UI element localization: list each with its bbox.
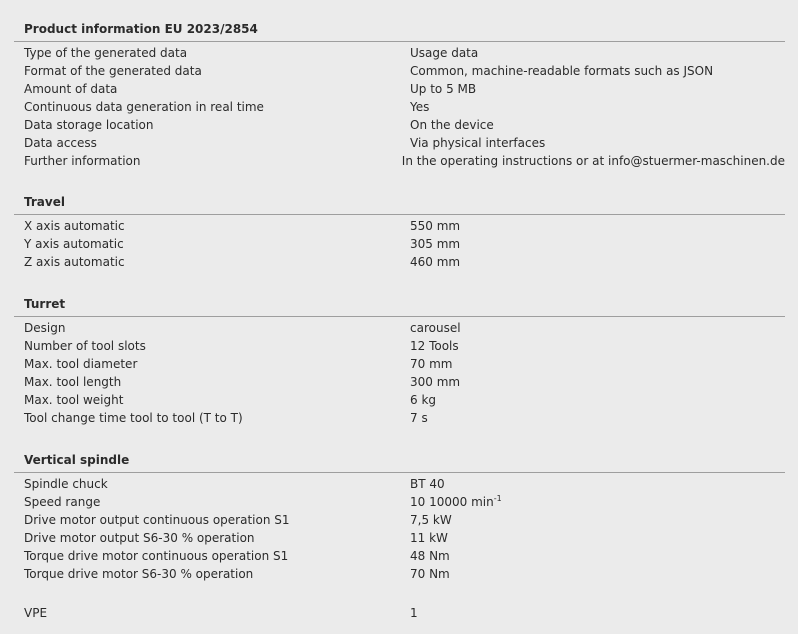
spec-value: On the device xyxy=(410,118,494,132)
spec-value: Up to 5 MB xyxy=(410,82,477,96)
spec-label: Z axis automatic xyxy=(24,255,125,269)
spec-value: 70 Nm xyxy=(410,567,450,581)
spec-value: 48 Nm xyxy=(410,549,450,563)
spec-row xyxy=(14,547,785,565)
spec-label: Spindle chuck xyxy=(24,477,108,491)
spec-row xyxy=(14,373,785,391)
rows-list xyxy=(14,317,785,427)
section-vertical-spindle xyxy=(14,449,785,583)
spec-row xyxy=(14,409,785,427)
spec-row xyxy=(14,134,785,152)
spec-value: 7,5 kW xyxy=(410,513,452,527)
spec-label: X axis automatic xyxy=(24,219,125,233)
spec-row xyxy=(14,391,785,409)
section-title: Product information EU 2023/2854 xyxy=(14,18,785,42)
spec-label: Design xyxy=(24,321,66,335)
spec-value-speed xyxy=(410,493,785,511)
section-product-information xyxy=(14,18,785,170)
spec-label: Speed range xyxy=(24,495,101,509)
spec-label: Drive motor output S6-30 % operation xyxy=(24,531,255,545)
spec-value: 300 mm xyxy=(410,375,461,389)
speed-unit-exponent: -1 xyxy=(493,494,502,503)
spec-label: Tool change time tool to tool (T to T) xyxy=(24,411,243,425)
spec-label: Max. tool weight xyxy=(24,393,124,407)
spec-label: Torque drive motor continuous operation S1 xyxy=(24,549,289,563)
spec-label: Type of the generated data xyxy=(24,46,188,60)
spec-label: Data access xyxy=(24,136,97,150)
spec-label: VPE xyxy=(24,606,48,620)
spec-row xyxy=(14,152,785,170)
spec-value: In the operating instructions or at info@stuermer-maschinen.de xyxy=(401,154,785,168)
spec-label: Number of tool slots xyxy=(24,339,146,353)
spec-row xyxy=(14,337,785,355)
spec-value: carousel xyxy=(410,321,461,335)
spec-row xyxy=(14,319,785,337)
spec-row xyxy=(14,253,785,271)
spec-label: Amount of data xyxy=(24,82,118,96)
spec-row xyxy=(14,116,785,134)
spec-label: Max. tool length xyxy=(24,375,122,389)
spec-label: Drive motor output continuous operation S1 xyxy=(24,513,290,527)
spec-row xyxy=(14,529,785,547)
spec-row xyxy=(14,355,785,373)
spec-value: Yes xyxy=(410,100,430,114)
spec-value: 7 s xyxy=(410,411,428,425)
speed-value-text: 10 10000 min xyxy=(410,495,494,509)
spec-value: 1 xyxy=(410,606,418,620)
spec-value: BT 40 xyxy=(410,477,445,491)
spec-label: Format of the generated data xyxy=(24,64,202,78)
spec-row xyxy=(14,44,785,62)
spec-value: Common, machine-readable formats such as JSON xyxy=(410,64,714,78)
section-turret xyxy=(14,293,785,427)
spec-value: 11 kW xyxy=(410,531,448,545)
spec-row xyxy=(14,475,785,493)
section-title: Turret xyxy=(14,293,785,317)
spec-row xyxy=(14,62,785,80)
spec-value: Usage data xyxy=(410,46,479,60)
section-travel xyxy=(14,191,785,271)
section-title: Travel xyxy=(14,191,785,215)
spec-row xyxy=(14,565,785,583)
spec-label: Data storage location xyxy=(24,118,154,132)
spec-value: 550 mm xyxy=(410,219,461,233)
spec-row xyxy=(14,217,785,235)
spec-label: Continuous data generation in real time xyxy=(24,100,264,114)
spec-value: 70 mm xyxy=(410,357,453,371)
spec-row xyxy=(14,235,785,253)
section-vpe xyxy=(14,602,785,622)
spec-row xyxy=(14,80,785,98)
spec-value: Via physical interfaces xyxy=(410,136,546,150)
spec-row xyxy=(14,493,785,511)
spec-value: 6 kg xyxy=(410,393,437,407)
spec-label: Y axis automatic xyxy=(24,237,124,251)
spec-row xyxy=(14,604,785,622)
rows-list xyxy=(14,602,785,622)
rows-list xyxy=(14,42,785,170)
spec-label: Further information xyxy=(24,154,141,168)
spec-value: 460 mm xyxy=(410,255,461,269)
spec-row xyxy=(14,511,785,529)
rows-list xyxy=(14,473,785,583)
spec-label: Max. tool diameter xyxy=(24,357,138,371)
spec-value: 305 mm xyxy=(410,237,461,251)
rows-list xyxy=(14,215,785,271)
spec-row xyxy=(14,98,785,116)
section-title: Vertical spindle xyxy=(14,449,785,473)
spec-value: 12 Tools xyxy=(410,339,459,353)
spec-label: Torque drive motor S6-30 % operation xyxy=(24,567,254,581)
